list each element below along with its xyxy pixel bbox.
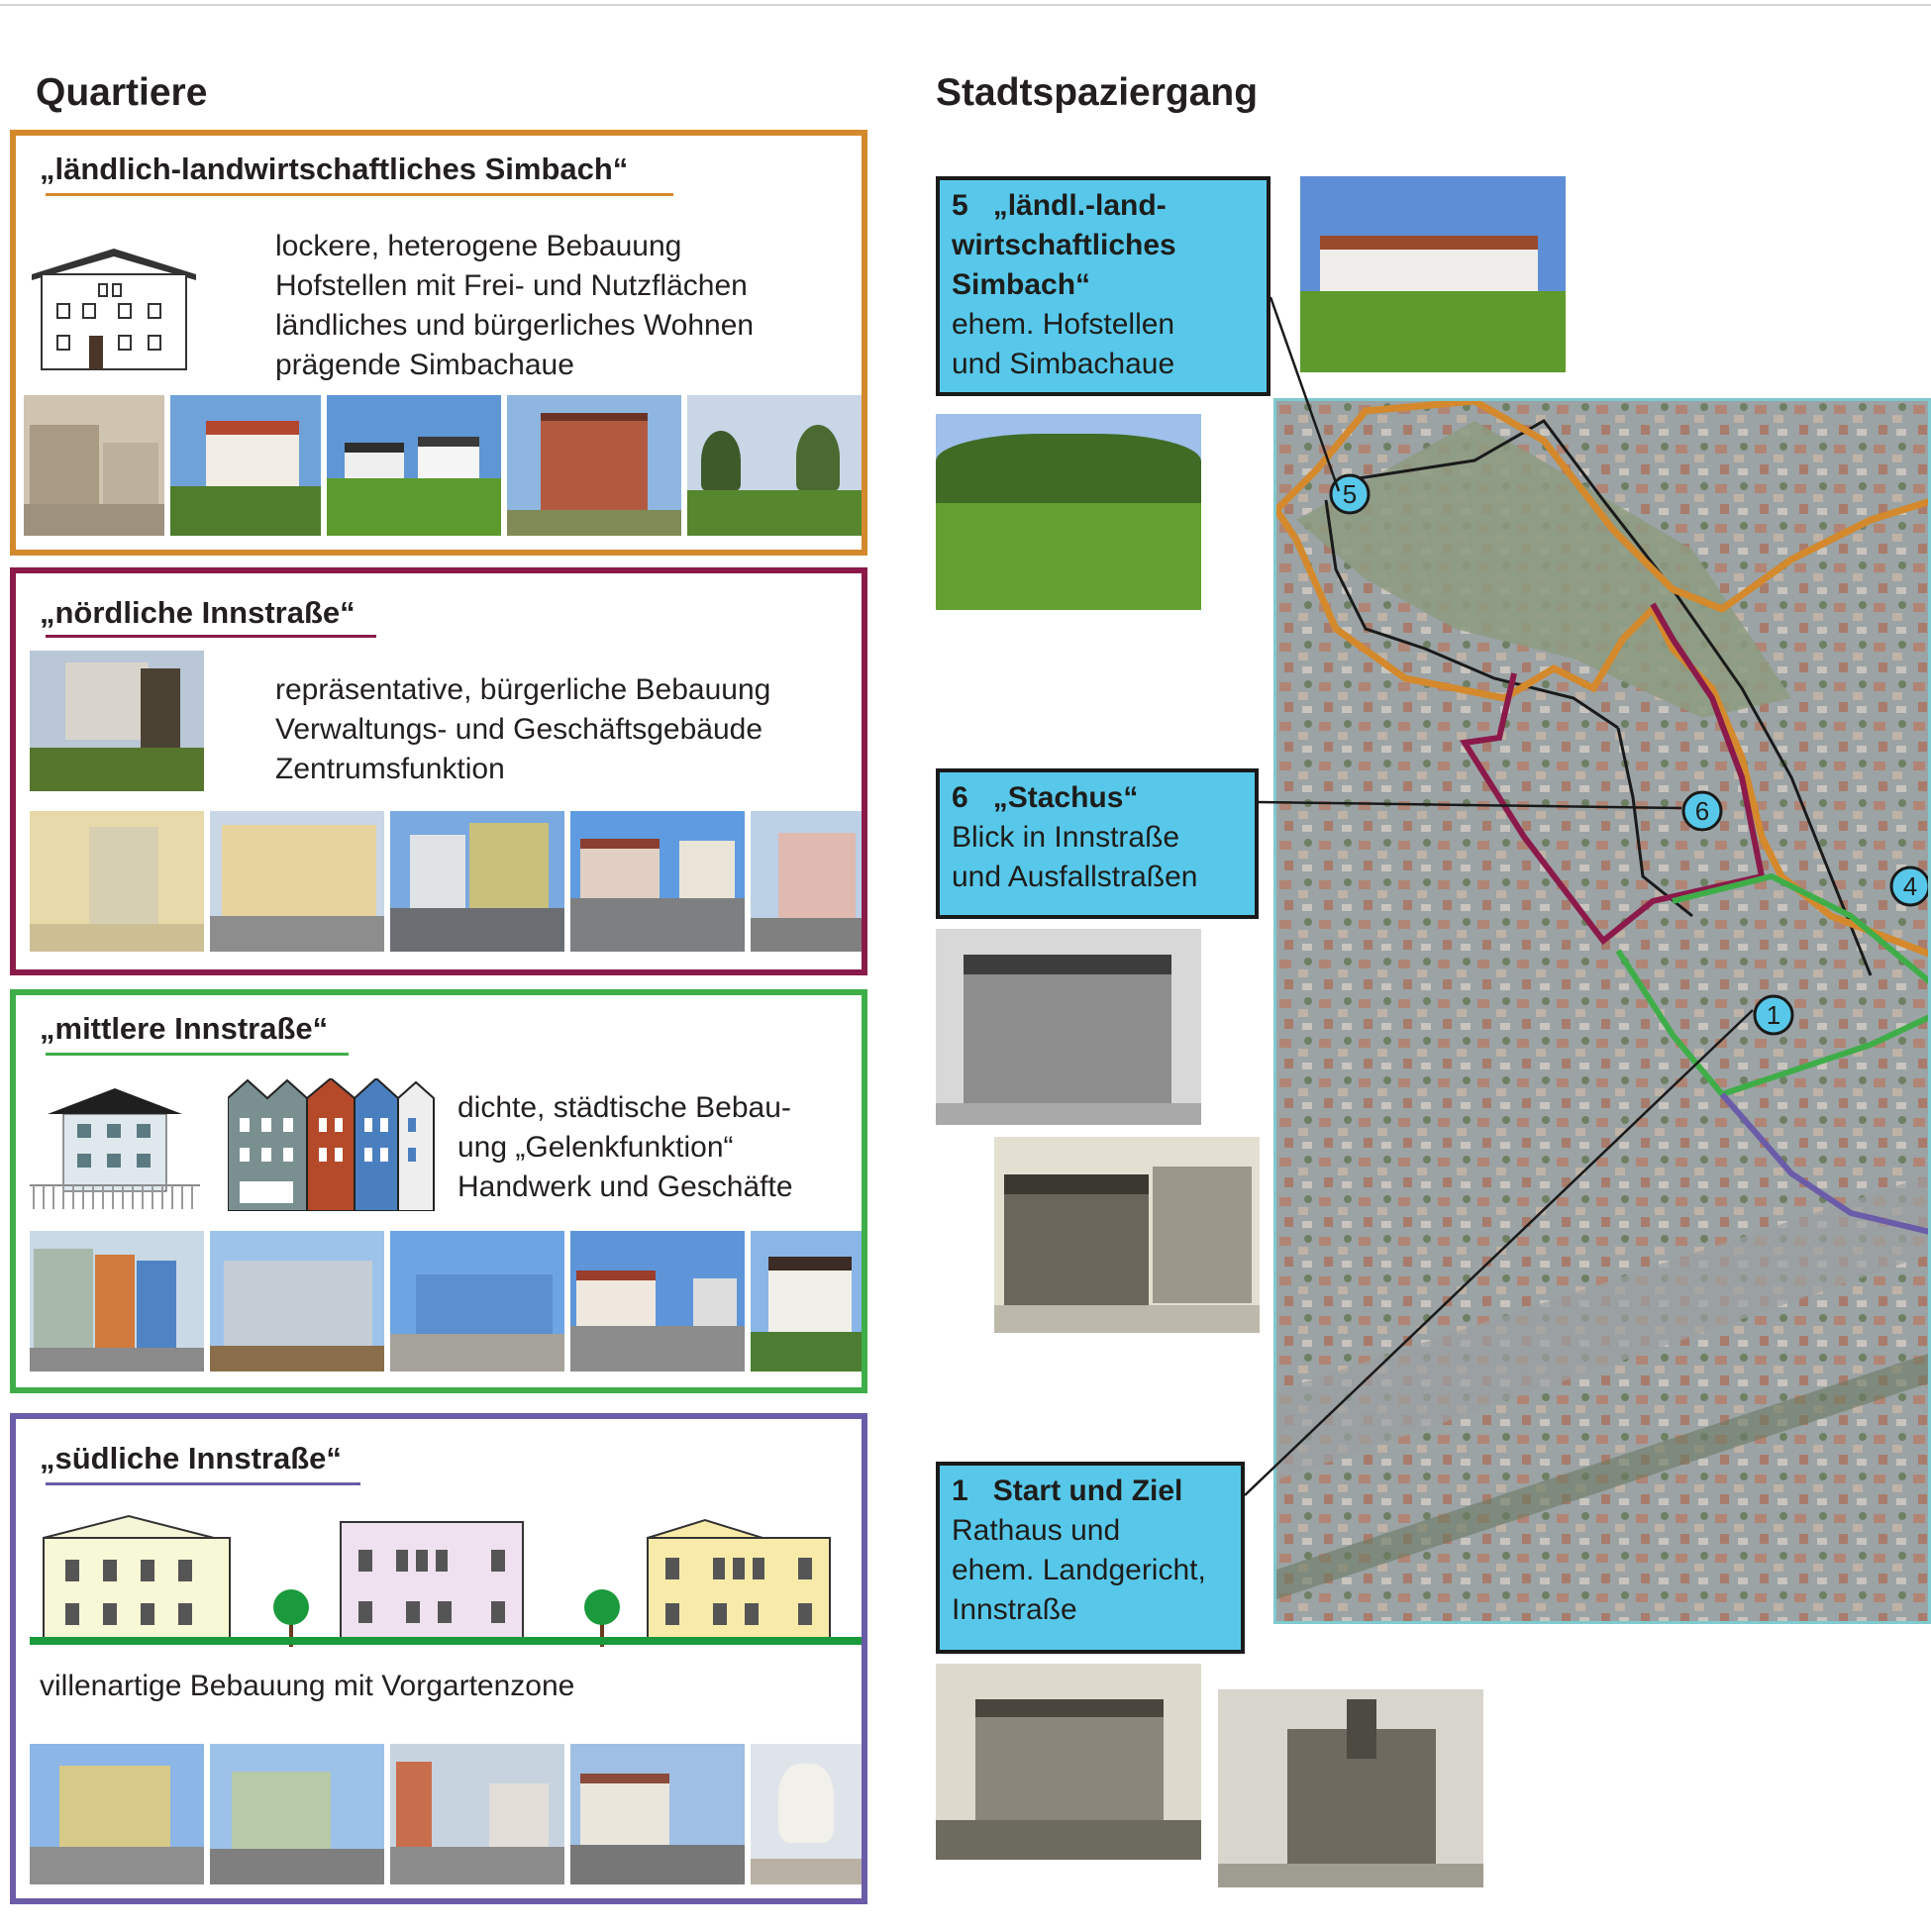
station-text: Blick in Innstraße und Ausfallstraßen — [952, 821, 1198, 893]
svg-text:1: 1 — [1766, 1000, 1781, 1030]
quartier-description: lockere, heterogene Bebauung Hofstellen mit Frei- und Nutzflächen ländliches und bürgerliches Wohnen prägende Simbachaue — [275, 230, 755, 381]
quartier-title: „mittlere Innstraße“ — [40, 1011, 329, 1046]
quartiere-heading: Quartiere — [36, 71, 208, 114]
station-number: 1 — [952, 1474, 968, 1507]
quartier-description: dichte, städtische Bebau- ung „Gelenkfunktion“ Handwerk und Geschäfte — [457, 1091, 793, 1203]
station-title: „Stachus“ — [992, 781, 1139, 814]
svg-text:5: 5 — [1342, 479, 1358, 509]
quartier-description: repräsentative, bürgerliche Bebauung Verwaltungs- und Geschäftsgebäude Zentrumsfunktion — [275, 673, 771, 785]
station-title: „ländl.-land- wirtschaftliches Simbach“ — [952, 189, 1176, 301]
stadtspaziergang-heading: Stadtspaziergang — [936, 71, 1259, 114]
svg-text:4: 4 — [1902, 871, 1918, 901]
quartier-title: „südliche Innstraße“ — [40, 1441, 342, 1475]
svg-text:6: 6 — [1694, 796, 1710, 826]
station-text: ehem. Hofstellen und Simbachaue — [952, 308, 1175, 380]
station-title: Start und Ziel — [992, 1474, 1183, 1507]
station-number: 6 — [952, 781, 968, 814]
station-number: 5 — [952, 189, 968, 222]
quartier-title: „ländlich-landwirtschaftliches Simbach“ — [40, 152, 629, 186]
station-text: Rathaus und ehem. Landgericht, Innstraße — [952, 1514, 1206, 1626]
quartier-title: „nördliche Innstraße“ — [40, 595, 356, 630]
quartier-description: villenartige Bebauung mit Vorgartenzone — [40, 1670, 575, 1702]
